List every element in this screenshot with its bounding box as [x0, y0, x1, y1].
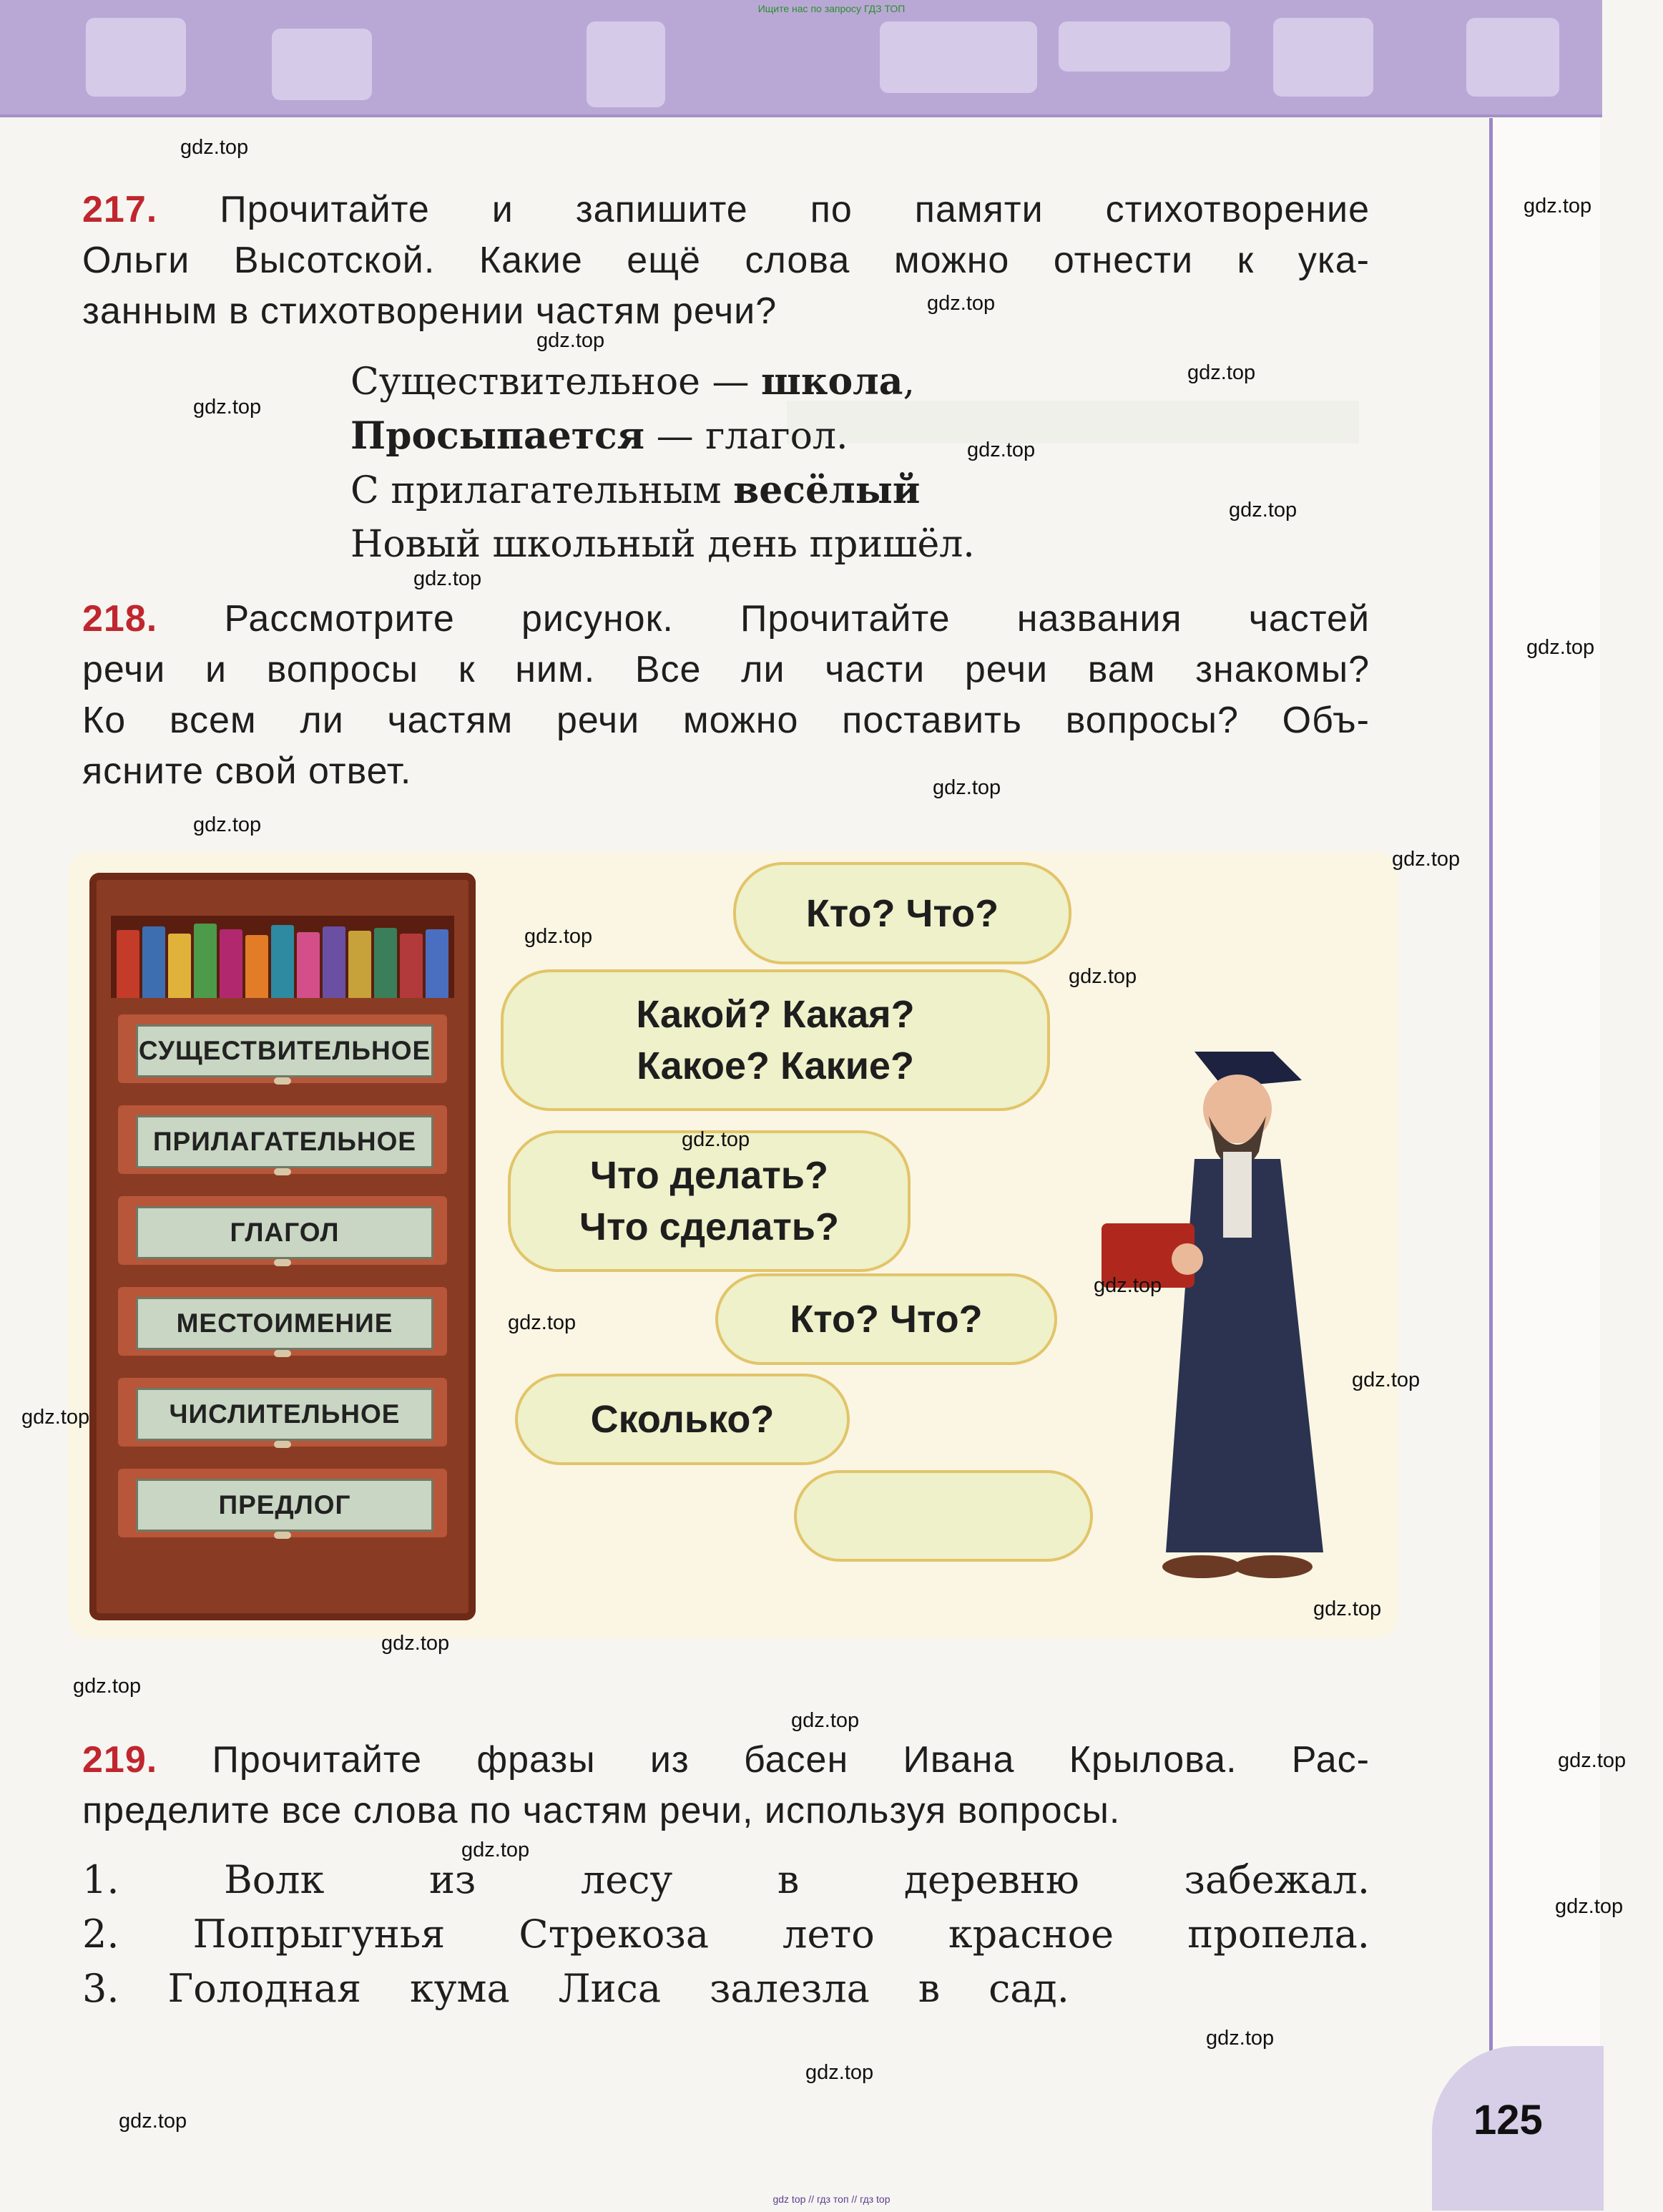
- watermark: gdz.top: [1558, 1749, 1627, 1772]
- drawer-label: ПРЕДЛОГ: [136, 1479, 433, 1532]
- watermark: gdz.top: [1094, 1274, 1162, 1297]
- watermark: gdz.top: [413, 567, 482, 590]
- page-number: 125: [1473, 2097, 1543, 2143]
- leaf-icon: [272, 29, 372, 100]
- margin-rule: [1489, 118, 1493, 2193]
- knob-icon: [274, 1077, 291, 1085]
- watermark: gdz.top: [805, 2061, 874, 2084]
- watermark: gdz.top: [119, 2110, 187, 2133]
- drawer-label: ЧИСЛИТЕЛЬНОЕ: [136, 1388, 433, 1441]
- task-text-line: Ольги Высотской. Какие ещё слова можно отнести к ука-: [82, 240, 1370, 281]
- task-text-line: речи и вопросы к ним. Все ли части речи вам знакомы?: [82, 649, 1370, 690]
- book: [348, 931, 371, 998]
- task-text-line: Рассмотрите рисунок. Прочитайте названия частей: [224, 598, 1370, 640]
- watermark: gdz.top: [193, 813, 262, 836]
- bell-icon: [1466, 18, 1559, 97]
- watermark: gdz.top: [180, 136, 249, 159]
- watermark: gdz.top: [1352, 1369, 1421, 1391]
- drawer: [118, 1105, 447, 1174]
- watermark: gdz.top: [1069, 965, 1137, 988]
- watermark: gdz.top: [193, 396, 262, 419]
- task-text-line: Прочитайте фразы из басен Ивана Крылова. Рас-: [212, 1739, 1370, 1781]
- book-icon: [880, 21, 1037, 93]
- watermark: gdz.top: [1526, 636, 1595, 659]
- knob-icon: [274, 1441, 291, 1448]
- watermark: gdz.top: [524, 925, 593, 948]
- poem-line: С прилагательным весёлый: [350, 469, 921, 512]
- drawer-label: ГЛАГОЛ: [136, 1206, 433, 1259]
- bookshelf: [111, 916, 454, 998]
- watermark: gdz.top: [1313, 1597, 1382, 1620]
- book: [374, 928, 397, 998]
- watermark: gdz.top: [381, 1632, 450, 1655]
- book: [220, 929, 242, 998]
- task-text-line: Прочитайте и запишите по памяти стихотворение: [220, 189, 1370, 230]
- search-hint: Ищите нас по запросу ГДЗ ТОП: [757, 3, 906, 14]
- watermark: gdz.top: [933, 776, 1001, 799]
- task-text-line: пределите все слова по частям речи, используя вопросы.: [82, 1790, 1121, 1831]
- task-number: 218.: [82, 598, 158, 640]
- poem: [350, 355, 975, 572]
- task-text-line: занным в стихотворении частям речи?: [82, 290, 777, 332]
- task-number: 217.: [82, 189, 158, 230]
- knob-icon: [274, 1168, 291, 1175]
- watermark: gdz.top: [536, 329, 605, 352]
- watermark: gdz.top: [927, 292, 996, 315]
- watermark: gdz.top: [508, 1311, 577, 1334]
- task-number: 219.: [82, 1739, 158, 1781]
- drawer-label: ПРИЛАГАТЕЛЬНОЕ: [136, 1115, 433, 1168]
- top-banner: [0, 0, 1602, 117]
- empty-bubble: [794, 1470, 1093, 1562]
- watermark: gdz.top: [21, 1406, 90, 1429]
- poem-line: Новый школьный день пришёл.: [350, 523, 975, 566]
- book: [297, 932, 320, 998]
- question-bubble: Что делать? Что сделать?: [508, 1130, 911, 1272]
- knob-icon: [274, 1350, 291, 1357]
- drawer: [118, 1014, 447, 1083]
- drawer-label: МЕСТОИМЕНИЕ: [136, 1297, 433, 1350]
- letter-a-icon: [587, 21, 665, 107]
- task-text-line: Ко всем ли частям речи можно поставить вопросы? Объ-: [82, 700, 1370, 741]
- watermark: gdz.top: [1392, 848, 1461, 871]
- drawer: [118, 1287, 447, 1356]
- watermark: gdz.top: [1229, 499, 1297, 522]
- task-text-line: ясните свой ответ.: [82, 750, 412, 792]
- question-bubble: Кто? Что?: [715, 1273, 1057, 1365]
- book: [426, 929, 448, 998]
- watermark: gdz.top: [1555, 1895, 1624, 1918]
- drawer: [118, 1378, 447, 1447]
- question-bubble: Какой? Какая? Какое? Какие?: [501, 969, 1050, 1111]
- sentence-1: 1. Волк из лесу в деревню забежал.: [82, 1857, 1370, 1902]
- task-219: [82, 1735, 1370, 1836]
- question-bubble: Кто? Что?: [733, 862, 1071, 964]
- drawer-label: СУЩЕСТВИТЕЛЬНОЕ: [136, 1024, 433, 1077]
- poem-line: Существительное — школа,: [350, 360, 916, 403]
- drawer: [118, 1196, 447, 1265]
- drawer: [118, 1469, 447, 1537]
- watermark: gdz.top: [1206, 2027, 1275, 2050]
- book: [323, 926, 345, 998]
- footer-watermark: gdz top // гдз топ // гдз top: [772, 2193, 891, 2205]
- book: [194, 924, 217, 998]
- watermark: gdz.top: [967, 439, 1036, 461]
- question-bubble: Сколько?: [515, 1374, 850, 1465]
- sentence-2: 2. Попрыгунья Стрекоза лето красное пропела.: [82, 1912, 1370, 1957]
- right-margin: [1493, 118, 1600, 2193]
- watermark: gdz.top: [461, 1839, 530, 1861]
- book: [245, 935, 268, 998]
- task-217: [82, 185, 1370, 337]
- book: [400, 934, 423, 998]
- sentence-3: 3. Голодная кума Лиса залезла в сад.: [82, 1966, 1069, 2011]
- pencil-icon: [1059, 21, 1230, 72]
- knob-icon: [274, 1532, 291, 1539]
- watermark: gdz.top: [682, 1128, 750, 1151]
- poem-line: Просыпается — глагол.: [350, 414, 848, 458]
- watermark: gdz.top: [1524, 195, 1592, 217]
- watermark: gdz.top: [1187, 361, 1256, 384]
- knob-icon: [274, 1259, 291, 1266]
- book: [168, 934, 191, 998]
- book: [117, 930, 139, 998]
- book: [142, 926, 165, 998]
- scissors-icon: [1273, 18, 1373, 97]
- task-218: [82, 594, 1370, 797]
- watermark: gdz.top: [791, 1709, 860, 1732]
- book: [271, 925, 294, 998]
- bell-icon: [86, 18, 186, 97]
- watermark: gdz.top: [73, 1675, 142, 1698]
